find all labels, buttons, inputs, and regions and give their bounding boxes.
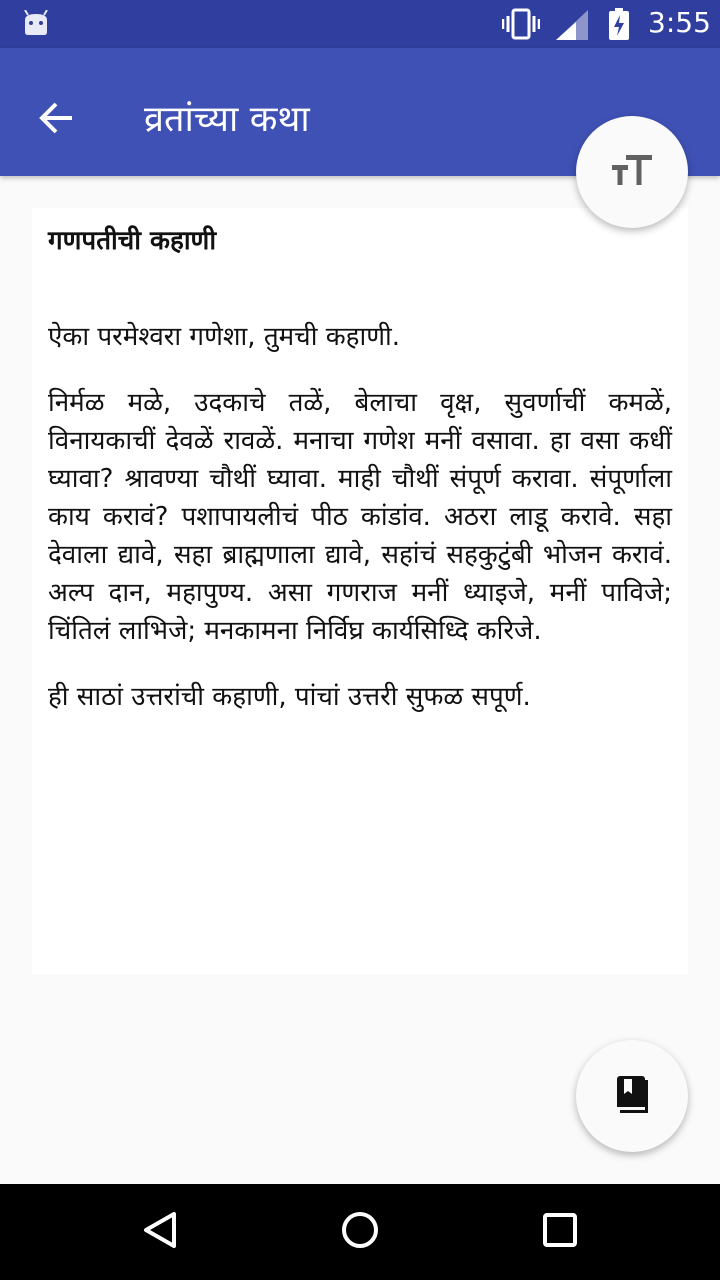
battery-charging-icon: [608, 8, 630, 44]
story-card: [32, 208, 688, 974]
system-nav-bar: [0, 1184, 720, 1280]
story-title: गणपतीची कहाणी: [48, 226, 217, 256]
nav-back-button[interactable]: [128, 1200, 192, 1264]
status-bar: [0, 0, 720, 48]
back-triangle-icon: [140, 1210, 180, 1254]
back-button[interactable]: [24, 88, 88, 152]
vibrate-icon: [502, 8, 540, 44]
nav-home-button[interactable]: [328, 1200, 392, 1264]
android-icon: [22, 10, 50, 40]
story-paragraph: निर्मळ मळे, उदकाचे तळें, बेलाचा वृक्ष, सुवर्णाचीं कमळें, विनायकाचीं देवळें रावळें. मनाचा गणेश मनीं वसावा. हा वसा कधीं घ्यावा? श्रावण्या चौथीं घ्यावा. माही चौथीं संपूर्ण करावा. संपूर्णाला काय करावं? पशापायलीचं पीठ कांडांव. अठरा लाडू करावे. सहा देवाला द्यावे, सहा ब्राह्मणाला द्यावे, सहांचं सहकुटुंबी भोजन करावं. अल्प दान, महापुण्य. असा गणराज मनीं ध्याइजे, मनीं पाविजे; चिंतिलं लाभिजे; मनकामना निर्विघ्र कार्यसिध्दि करिजे.: [48, 388, 672, 646]
text-size-button[interactable]: [576, 116, 688, 228]
book-icon: [615, 1074, 649, 1118]
story-paragraph: ऐका परमेश्वरा गणेशा, तुमची कहाणी.: [48, 322, 400, 352]
home-circle-icon: [340, 1210, 380, 1254]
page-title: व्रतांच्या कथा: [144, 99, 310, 140]
nav-recents-button[interactable]: [528, 1200, 592, 1264]
text-size-icon: [612, 153, 652, 191]
story-paragraph: ही साठां उत्तरांची कहाणी, पांचां उत्तरी सुफळ सपूर्ण.: [48, 682, 531, 712]
recents-square-icon: [540, 1210, 580, 1254]
signal-icon: [556, 10, 588, 44]
arrow-back-icon: [38, 102, 74, 138]
book-button[interactable]: [576, 1040, 688, 1152]
status-clock: 3:55: [648, 6, 711, 39]
